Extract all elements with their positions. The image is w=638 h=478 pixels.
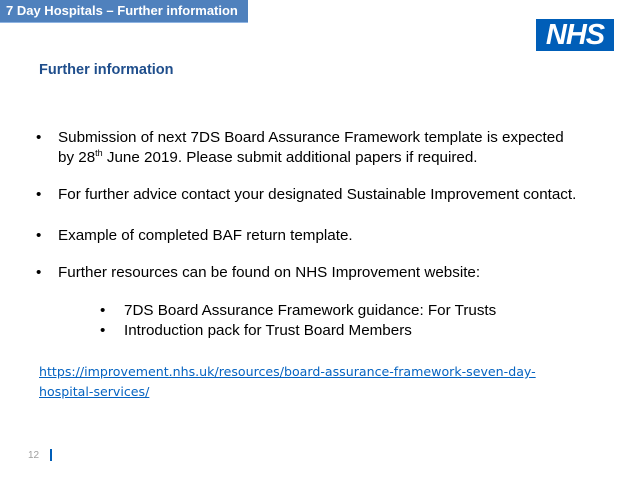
sub-bullet-item-guidance [100, 301, 496, 321]
resources-link-line1[interactable]: https://improvement.nhs.uk/resources/board-assurance-framework-seven-day- [39, 364, 536, 379]
bullet-item-example [36, 226, 353, 246]
bullet-text-date-suffix: June 2019. Please submit additional papers if required. [102, 148, 478, 166]
bullet-icon: • [100, 322, 106, 339]
bullet-item-resources [36, 263, 480, 283]
sub-bullet-text: 7DS Board Assurance Framework guidance: For Trusts [124, 302, 497, 319]
bullet-text-date-prefix: by 28 [58, 148, 96, 166]
bullet-text: For further advice contact your designated Sustainable Improvement contact. [58, 186, 577, 203]
bullet-text: Further resources can be found on NHS Improvement website: [58, 264, 481, 281]
header-tab [0, 0, 248, 23]
bullet-icon: • [36, 264, 42, 281]
nhs-logo: NHS [536, 19, 614, 51]
bullet-text-line1: Submission of next 7DS Board Assurance Framework template is expected [58, 129, 564, 146]
resources-link[interactable] [39, 362, 536, 402]
page-number: 12 [28, 450, 40, 461]
header-tab-label: 7 Day Hospitals – Further information [6, 3, 238, 18]
bullet-icon: • [100, 302, 106, 319]
bullet-icon: • [36, 129, 42, 146]
page-title: Further information [39, 62, 174, 78]
page-number-divider [50, 449, 52, 461]
bullet-item-advice [36, 185, 576, 205]
bullet-text-line2 [36, 148, 564, 168]
resources-link-line2[interactable]: hospital-services/ [39, 384, 150, 399]
bullet-icon: • [36, 186, 42, 203]
bullet-icon: • [36, 227, 42, 244]
sub-bullet-item-intro-pack [100, 321, 412, 341]
bullet-text: Example of completed BAF return template. [58, 227, 353, 244]
sub-bullet-text: Introduction pack for Trust Board Members [124, 322, 412, 339]
bullet-item-submission [36, 128, 564, 167]
bullet-text-superscript: th [95, 147, 103, 158]
